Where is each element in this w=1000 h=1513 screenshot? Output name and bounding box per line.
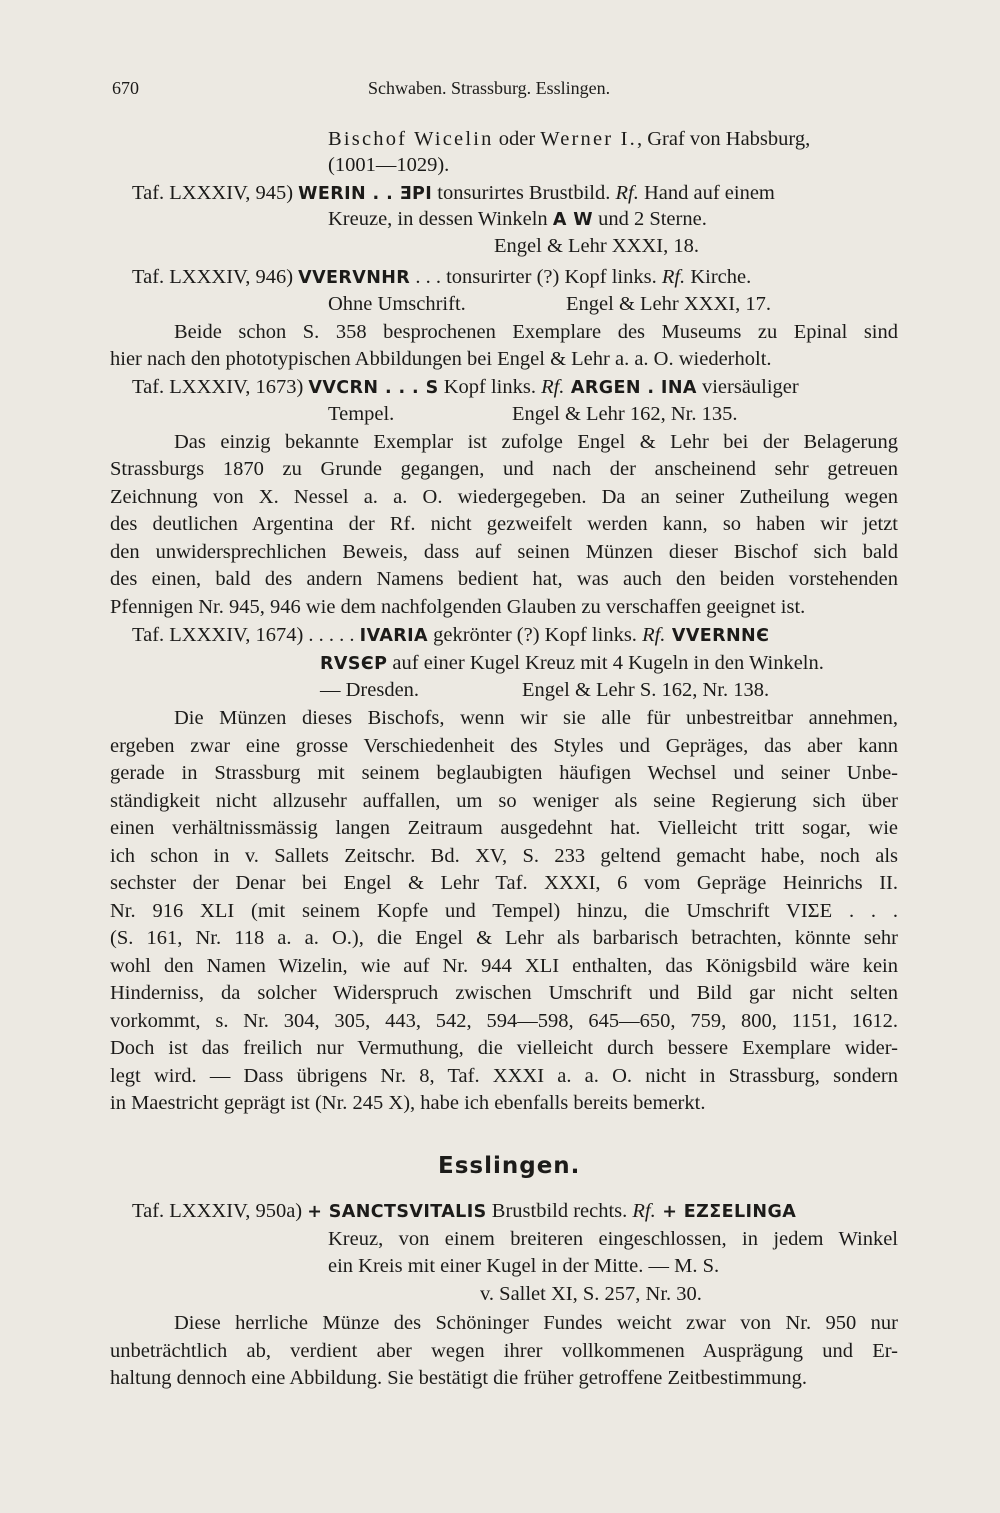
entry-945-rf: Rf. [615, 182, 639, 204]
para3-line: ergeben zwar eine grosse Verschiedenheit des Styles und Gepräges, das aber kann [110, 735, 898, 757]
entry-1673-line2: Tempel. [328, 403, 395, 425]
para2-line: Strassburgs 1870 zu Grunde gegangen, und nach der anscheinend sehr getreuen [110, 458, 898, 480]
bishop-name: Bischof Wicelin [328, 128, 494, 150]
entry-1673-rf: Rf. [541, 376, 565, 398]
entry-1673-ref: Taf. LXXXIV, 1673) [132, 376, 304, 398]
bishop-title: , Graf von Habsburg, [636, 128, 811, 150]
para2-line: den unwidersprechlichen Beweis, dass auf seinen Münzen dieser Bischof sich bald [110, 541, 898, 563]
para3-line: (S. 161, Nr. 118 a. a. O.), die Engel & Lehr als barbarisch betrachten, könnte sehr [110, 927, 898, 949]
para1-line: hier nach den phototypischen Abbildungen bei Engel & Lehr a. a. O. wiederholt. [110, 348, 772, 370]
para3-line: einen verhältnissmässig langen Zeitraum ausgedehnt hat. Vielleicht tritt sogar, wie [110, 817, 898, 839]
entry-1673-line1 [132, 374, 898, 401]
entry-945-line2-text: Kreuze, in dessen Winkeln [328, 208, 553, 230]
entry-946-desc2: Kirche. [685, 266, 752, 288]
bishop-alt-name: Werner I. [540, 128, 637, 150]
entry-946-desc: . . . tonsurirter (?) Kopf links. [410, 266, 662, 288]
entry-946-rf: Rf. [661, 266, 686, 288]
section-heading-esslingen: Esslingen. [438, 1153, 581, 1179]
entry-1674-ref: Taf. LXXXIV, 1674) . . . . . [132, 624, 360, 646]
entry-950a-desc: Brustbild rechts. [486, 1200, 633, 1222]
para3-line: Hinderniss, da solcher Widerspruch zwischen Umschrift und Bild gar nicht selten [110, 982, 898, 1004]
entry-1673-legend: VVCRN . . . S [308, 378, 439, 398]
entry-945-line2 [328, 206, 707, 233]
entry-1674-line2-text: auf einer Kugel Kreuz mit 4 Kugeln in den Winkeln. [387, 652, 824, 674]
entry-1674-source: Engel & Lehr S. 162, Nr. 138. [522, 679, 770, 701]
bishop-dates: (1001—1029). [328, 154, 450, 176]
entry-945-line2-end: und 2 Sterne. [592, 208, 707, 230]
entry-1673-desc: Kopf links. [438, 376, 542, 398]
entry-945-line1 [132, 180, 898, 207]
entry-1674-rf: Rf. [642, 624, 666, 646]
para4-line: unbeträchtlich ab, verdient aber wegen ihrer vollkommenen Ausprägung und Er- [110, 1340, 898, 1362]
running-title: Schwaben. Strassburg. Esslingen. [368, 78, 611, 98]
entry-1674-legend: IVARIA [359, 626, 428, 646]
para4-line: haltung dennoch eine Abbildung. Sie bestätigt die früher getroffene Zeitbestimmung. [110, 1367, 808, 1389]
entry-1674-line1 [132, 622, 898, 649]
entry-945-desc2: Hand auf einem [638, 182, 775, 204]
entry-1674-line2 [320, 650, 824, 677]
para2-line: Zeichnung von X. Nessel a. a. O. wiedergegeben. Da an seiner Zutheilung wegen [110, 486, 898, 508]
entry-945-source: Engel & Lehr XXXI, 18. [494, 235, 699, 257]
para3-line: in Maestricht geprägt ist (Nr. 245 X), habe ich ebenfalls bereits bemerkt. [110, 1092, 706, 1114]
entry-950a-line3: ein Kreis mit einer Kugel in der Mitte. — M. S. [328, 1255, 720, 1277]
entry-950a-line1 [132, 1198, 898, 1225]
entry-950a-source: v. Sallet XI, S. 257, Nr. 30. [480, 1283, 702, 1305]
entry-950a-ref: Taf. LXXXIV, 950a) [132, 1200, 303, 1222]
entry-946-source: Engel & Lehr XXXI, 17. [566, 293, 771, 315]
entry-946-line1 [132, 264, 898, 291]
entry-950a-line2: Kreuz, von einem breiteren eingeschlossen, in jedem Winkel [328, 1228, 898, 1250]
entry-945-desc: tonsurirtes Brustbild. [432, 182, 616, 204]
para4-line: Diese herrliche Münze des Schöninger Fundes weicht zwar von Nr. 950 nur [174, 1312, 898, 1334]
para2-line: Das einzig bekannte Exemplar ist zufolge Engel & Lehr bei der Belagerung [174, 431, 898, 453]
bishop-heading [328, 126, 898, 152]
para3-line: Die Münzen dieses Bischofs, wenn wir sie alle für unbestreitbar annehmen, [174, 707, 898, 729]
para3-line: gerade in Strassburg mit seinem beglaubigten häufigen Wechsel und seiner Unbe- [110, 762, 898, 784]
entry-946-legend: VVERVNHR [298, 268, 411, 288]
entry-945-legend: WERIN . . ƎPI [298, 184, 433, 204]
para1-line: Beide schon S. 358 besprochenen Exemplare des Museums zu Epinal sind [174, 321, 898, 343]
entry-945-ref: Taf. LXXXIV, 945) [132, 182, 294, 204]
para3-line: ich schon in v. Sallets Zeitschr. Bd. XV, S. 233 geltend gemacht habe, noch als [110, 845, 898, 867]
entry-946-ref: Taf. LXXXIV, 946) [132, 266, 294, 288]
entry-1674-desc: gekrönter (?) Kopf links. [428, 624, 643, 646]
para3-line: ständigkeit nicht allzusehr auffallen, um so weniger als seine Regierung sich über [110, 790, 898, 812]
para3-line: sechster der Denar bei Engel & Lehr Taf. XXXI, 6 vom Gepräge Heinrichs II. [110, 872, 898, 894]
entry-1673-source: Engel & Lehr 162, Nr. 135. [512, 403, 738, 425]
entry-1674-legend2: VVERNNЄ [665, 626, 770, 646]
entry-1673-legend2: ARGEN . INA [564, 378, 697, 398]
para2-line: Pfennigen Nr. 945, 946 wie dem nachfolgenden Glauben zu verschaffen geeignet ist. [110, 596, 806, 618]
page-number: 670 [112, 78, 139, 98]
entry-1674-line2-legend: RVSЄP [320, 654, 388, 674]
entry-1674-line3: — Dresden. [320, 679, 420, 701]
para3-line: Nr. 916 XLI (mit seinem Kopfe und Tempel) hinzu, die Umschrift VIΣE . . . [110, 900, 898, 922]
entry-946-line2: Ohne Umschrift. [328, 293, 466, 315]
entry-1673-desc2: viersäuliger [696, 376, 799, 398]
entry-945-line2-legend: A W [552, 210, 593, 230]
para2-line: des einen, bald des andern Namens bedient hat, was auch den beiden vorstehenden [110, 568, 898, 590]
entry-950a-rf: Rf. [632, 1200, 656, 1222]
entry-950a-legend: + SANCTSVITALIS [307, 1202, 487, 1222]
entry-950a-legend2: + EZΣELINGA [655, 1202, 797, 1222]
para2-line: des deutlichen Argentina der Rf. nicht gezweifelt werden kann, so haben wir jetzt [110, 513, 898, 535]
bishop-oder: oder [498, 128, 536, 150]
para3-line: legt wird. — Dass übrigens Nr. 8, Taf. XXXI a. a. O. nicht in Strassburg, sondern [110, 1065, 898, 1087]
para3-line: Doch ist das freilich nur Vermuthung, die vielleicht durch bessere Exemplare wider- [110, 1037, 898, 1059]
para3-line: vorkommt, s. Nr. 304, 305, 443, 542, 594—598, 645—650, 759, 800, 1151, 1612. [110, 1010, 898, 1032]
para3-line: wohl den Namen Wizelin, wie auf Nr. 944 XLI enthalten, das Königsbild wäre kein [110, 955, 898, 977]
